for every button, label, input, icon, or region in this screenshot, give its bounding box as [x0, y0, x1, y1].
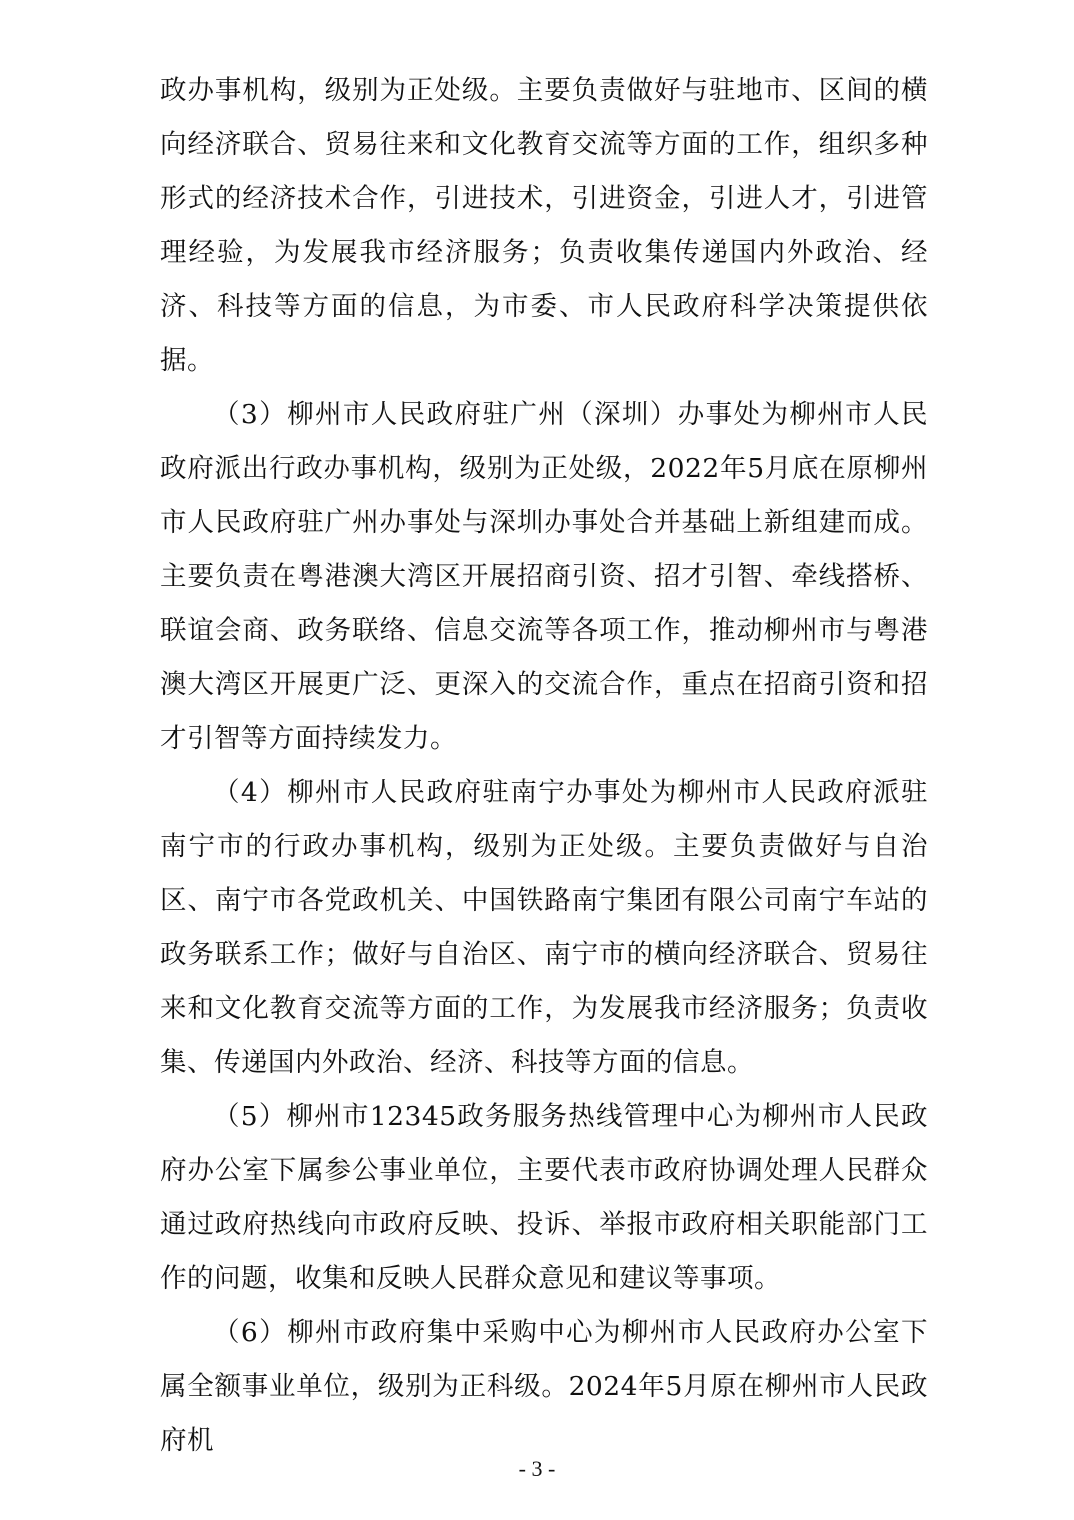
- document-body: [160, 64, 928, 1468]
- paragraph-item-3: （3）柳州市人民政府驻广州（深圳）办事处为柳州市人民政府派出行政办事机构，级别为正处级，2022年5月底在原柳州市人民政府驻广州办事处与深圳办事处合并基础上新组建而成。主要负责在粤港澳大湾区开展招商引资、招才引智、牵线搭桥、联谊会商、政务联络、信息交流等各项工作，推动柳州市与粤港澳大湾区开展更广泛、更深入的交流合作，重点在招商引资和招才引智等方面持续发力。: [160, 399, 928, 754]
- paragraph-item-6: （6）柳州市政府集中采购中心为柳州市人民政府办公室下属全额事业单位，级别为正科级。2024年5月原在柳州市人民政府机: [160, 1317, 928, 1456]
- paragraph-item-4: （4）柳州市人民政府驻南宁办事处为柳州市人民政府派驻南宁市的行政办事机构，级别为正处级。主要负责做好与自治区、南宁市各党政机关、中国铁路南宁集团有限公司南宁车站的政务联系工作；做好与自治区、南宁市的横向经济联合、贸易往来和文化教育交流等方面的工作，为发展我市经济服务；负责收集、传递国内外政治、经济、科技等方面的信息。: [160, 777, 928, 1078]
- paragraph-item-5: （5）柳州市12345政务服务热线管理中心为柳州市人民政府办公室下属参公事业单位，主要代表市政府协调处理人民群众通过政府热线向市政府反映、投诉、举报市政府相关职能部门工作的问题，收集和反映人民群众意见和建议等事项。: [160, 1101, 928, 1294]
- paragraph-continuation: 政办事机构，级别为正处级。主要负责做好与驻地市、区间的横向经济联合、贸易往来和文化教育交流等方面的工作，组织多种形式的经济技术合作，引进技术，引进资金，引进人才，引进管理经验，为发展我市经济服务；负责收集传递国内外政治、经济、科技等方面的信息，为市委、市人民政府科学决策提供依据。: [160, 75, 928, 376]
- page-number: - 3 -: [518, 1456, 556, 1481]
